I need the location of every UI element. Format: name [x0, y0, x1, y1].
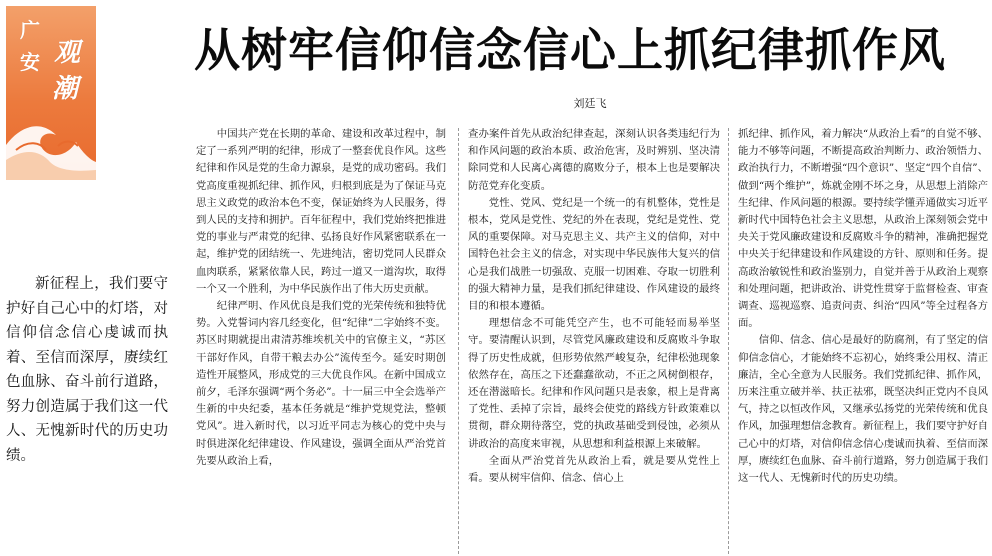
article-column-2: [468, 126, 720, 556]
paragraph: 中国共产党在长期的革命、建设和改革过程中，制定了一系列严明的纪律，形成了一整套优良作风。这些纪律和作风是党的生命力源泉，是党的成功密码。我们党高度重视抓纪律、抓作风，归根到底是为了保证马克思主义政党的政治本色不变，保证始终为人民服务，得到人民的支持和拥护。百年征程中，我们党始终把推进党的事业与严肃党的纪律、弘扬良好作风紧密联系在一起，维护党的团结统一、先进纯洁，密切党同人民群众血肉联系，紧紧依靠人民，跨过一道又一道沟坎，取得一个又一个胜利，为中华民族作出了伟大历史贡献。: [196, 128, 446, 295]
article-title: 从树牢信仰信念信心上抓纪律抓作风: [194, 23, 946, 77]
logo-char-guang: 广: [20, 18, 40, 42]
logo-char-chao: 潮: [52, 74, 79, 104]
paragraph: 抓纪律、抓作风，着力解决“从政治上看”的自觉不够、能力不够等问题，不断提高政治判断力、政治领悟力、政治执行力，不断增强“四个意识”、坚定“四个自信”、做到“两个维护”，炼就金刚不坏之身，从思想上消除产生纪律、作风问题的根源。要持续学懂弄通做实习近平新时代中国特色社会主义思想，从政治上深刻领会党中央关于党风廉政建设和反腐败斗争的精神，准确把握党中央关于纪律建设和作风建设的方针、原则和任务。提高政治敏锐性和政治鉴别力，自觉并善于从政治上观察和处理问题，把讲政治、讲党性贯穿于监督检查、审查调查、巡视巡察、追责问责、纠治“四风”等全过程各方面。: [738, 128, 988, 330]
column-logo: [6, 6, 96, 180]
column-divider: [458, 128, 459, 554]
paragraph: 党性、党风、党纪是一个统一的有机整体，党性是根本，党风是党性、党纪的外在表现，党纪是党性、党风的重要保障。对马克思主义、共产主义的信仰，对中国特色社会主义的信念，对实现中华民族伟大复兴的信心是我们战胜一切强敌、克服一切困难、夺取一切胜利的强大精神力量，是我们抓纪律建设、作风建设的最终目的和根本遵循。: [468, 196, 720, 313]
article-column-1: [196, 126, 446, 556]
article-column-3: [738, 126, 988, 556]
paragraph: 理想信念不可能凭空产生，也不可能轻而易举坚守。要清醒认识到，尽管党风廉政建设和反腐败斗争取得了历史性成就，但形势依然严峻复杂，纪律松弛现象依然存在，高压之下还蠢蠢欲动，不正之风树倒根存，还在潜滋暗长。纪律和作风问题只是表象，根上是背离了党性、丢掉了宗旨，最终会使党的路线方针政策难以贯彻，群众期待落空，党的执政基础受到侵蚀，必须从讲政治的高度来审视，从思想和利益根源上来破解。: [468, 317, 720, 450]
paragraph: 纪律严明、作风优良是我们党的光荣传统和独特优势。入党誓词内容几经变化，但“纪律”二字始终不变。苏区时期就提出肃清苏维埃机关中的官僚主义，“苏区干部好作风，自带干粮去办公”流传至今。延安时期创造性开展整风，形成党的三大优良作风。在新中国成立前夕，毛泽东强调“两个务必”。十一届三中全会选举产生新的中央纪委，基本任务就是“维护党规党法，整顿党风”。进入新时代，以习近平同志为核心的党中央与时俱进深化纪律建设、作风建设，强调全面从严治党首先要从政治上看，: [196, 300, 446, 467]
logo-char-an: 安: [20, 50, 40, 74]
article-author: 刘廷飞: [573, 97, 607, 110]
logo-char-guan: 观: [54, 38, 81, 68]
paragraph: 信仰、信念、信心是最好的防腐剂，有了坚定的信仰信念信心，才能始终不忘初心，始终秉公用权、清正廉洁，全心全意为人民服务。我们党抓纪律、抓作风，历来注重立破并举、扶正祛邪，既坚决纠正党内不良风气，持之以恒改作风，又继承弘扬党的光荣传统和优良作风，加强理想信念教育。新征程上，我们要守护好自己心中的灯塔，对信仰信念信心虔诚而执着、至信而深厚，赓续红色血脉、奋斗前行道路，努力创造属于我们这一代人、无愧新时代的历史功绩。: [738, 334, 988, 485]
wave-icon: [6, 90, 96, 180]
paragraph: 全面从严治党首先从政治上看，就是要从党性上看。要从树牢信仰、信念、信心上: [468, 454, 720, 485]
pull-quote: 新征程上，我们要守护好自己心中的灯塔，对信仰信念信心虔诚而执着、至信而深厚，赓续红色血脉、奋斗前行道路，努力创造属于我们这一代人、无愧新时代的历史功绩。: [6, 276, 168, 464]
paragraph: 查办案件首先从政治纪律查起，深刻认识各类违纪行为和作风问题的政治本质、政治危害，及时辨别、坚决清除同党和人民离心离德的腐败分子，根本上也是要解决防范党弃化变质。: [468, 128, 720, 192]
column-divider: [728, 128, 729, 554]
